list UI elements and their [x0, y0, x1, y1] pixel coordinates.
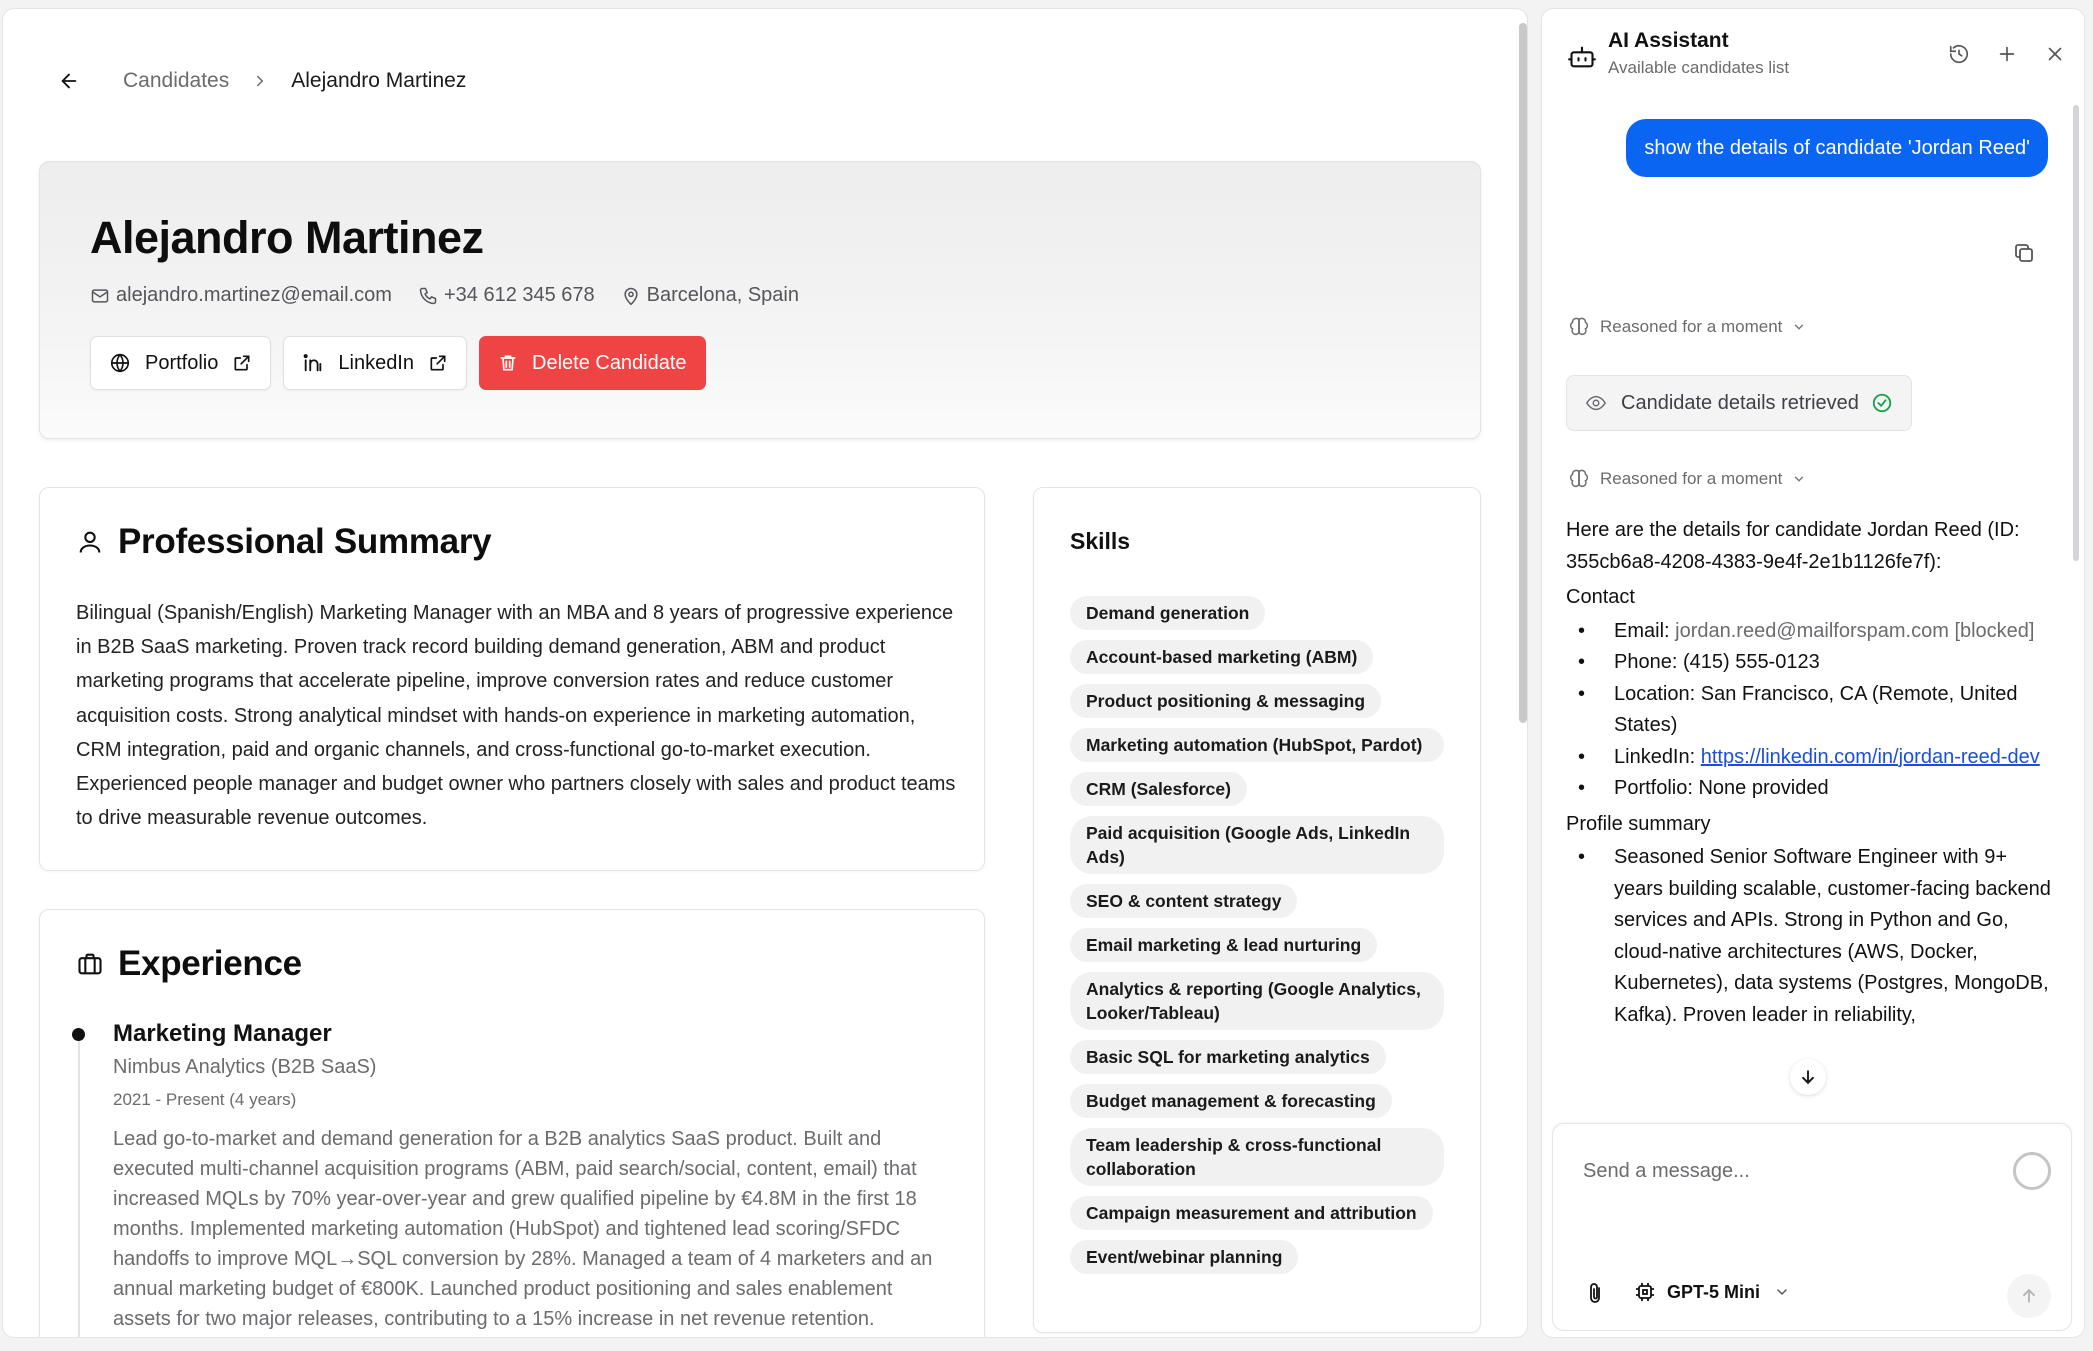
candidate-detail-panel: [2, 8, 1528, 1338]
arrow-down-icon: [1798, 1067, 1818, 1087]
assistant-title: AI Assistant: [1608, 29, 1729, 52]
check-circle-icon: [1871, 392, 1893, 414]
professional-summary-card: [39, 487, 985, 871]
contact-email-item: [1566, 616, 2056, 648]
experience-dates: 2021 - Present (4 years): [113, 1090, 297, 1109]
chevron-down-icon: [1774, 1284, 1790, 1300]
skill-tag: Account-based marketing (ABM): [1070, 640, 1373, 674]
phone-text: +34 612 345 678: [443, 284, 595, 306]
phone-icon: [418, 286, 438, 306]
email-label: Email:: [1614, 619, 1670, 642]
skills-title: Skills: [1070, 528, 1131, 554]
linkedin-link[interactable]: https://linkedin.com/in/jordan-reed-dev: [1700, 745, 2040, 768]
skill-tag: Paid acquisition (Google Ads, LinkedIn Ads): [1070, 816, 1444, 874]
arrow-up-icon: [2019, 1286, 2039, 1306]
contact-location: [621, 284, 799, 307]
skill-tag: Basic SQL for marketing analytics: [1070, 1040, 1386, 1074]
contact-list: [1566, 616, 2056, 805]
timeline-line: [78, 1035, 80, 1338]
history-icon[interactable]: [1948, 43, 1970, 65]
linkedin-label: LinkedIn:: [1614, 745, 1696, 768]
linkedin-label: LinkedIn: [338, 351, 414, 374]
reasoning-toggle-2[interactable]: [1568, 468, 1806, 490]
skills-card: [1033, 487, 1481, 1333]
contact-email: [90, 284, 392, 307]
ai-assistant-panel: [1541, 8, 2085, 1338]
breadcrumb: [55, 67, 466, 95]
assistant-subtitle: Available candidates list: [1608, 58, 1790, 77]
cpu-icon: [1633, 1280, 1657, 1304]
experience-heading: [76, 944, 302, 984]
assistant-reply: [1566, 515, 2056, 1035]
external-link-icon: [428, 353, 448, 373]
user-icon: [76, 528, 104, 556]
user-message: show the details of candidate 'Jordan Reed': [1626, 119, 2048, 177]
contact-phone-item: • Phone: (415) 555-0123: [1566, 647, 2056, 679]
experience-company: Nimbus Analytics (B2B SaaS): [113, 1056, 377, 1078]
bot-icon: [1568, 43, 1596, 76]
main-scrollbar[interactable]: [1519, 23, 1527, 723]
model-label: GPT-5 Mini: [1667, 1281, 1761, 1302]
skill-tag: Marketing automation (HubSpot, Pardot): [1070, 728, 1444, 762]
timeline-dot: [72, 1028, 85, 1041]
assistant-header-actions: [1948, 43, 2066, 65]
profile-summary-item: • Seasoned Senior Software Engineer with 9+ years building scalable, customer-facing backend services and APIs. Strong in Python and Go, cloud-native architectures (AWS, Docker, Kubernetes), data systems (Postgres, MongoDB, Kafka). Proven leader in reliability,: [1566, 842, 2056, 1031]
external-link-icon: [232, 353, 252, 373]
summary-title: Professional Summary: [118, 522, 492, 561]
reply-intro: Here are the details for candidate Jordan Reed (ID: 355cb6a8-4208-4383-9e4f-2e1b1126fe7f):: [1566, 519, 2020, 573]
linkedin-icon: [302, 352, 324, 374]
skill-tag: Budget management & forecasting: [1070, 1084, 1392, 1118]
brain-icon: [1568, 316, 1590, 338]
skill-tag: Event/webinar planning: [1070, 1240, 1298, 1274]
skill-tag: SEO & content strategy: [1070, 884, 1297, 918]
tool-result-pill[interactable]: [1566, 375, 1912, 431]
eye-icon: [1585, 392, 1607, 414]
skill-tag: Team leadership & cross-functional collaboration: [1070, 1128, 1444, 1186]
delete-label: Delete Candidate: [532, 351, 687, 374]
new-chat-icon[interactable]: [1996, 43, 2018, 65]
experience-title: Experience: [118, 944, 302, 983]
trash-icon: [498, 353, 518, 373]
candidate-header-card: [39, 161, 1481, 439]
linkedin-button[interactable]: [283, 336, 467, 390]
model-selector[interactable]: [1633, 1280, 1790, 1304]
contact-phone: [418, 284, 595, 307]
email-text: alejandro.martinez@email.com: [116, 284, 392, 306]
summary-text: Bilingual (Spanish/English) Marketing Manager with an MBA and 8 years of progressive experience in B2B SaaS marketing. Proven track record building demand generation, ABM and product marketing programs that accelerate pipeline, improve conversion rates and reduce customer acquisition costs. Strong analytical mindset with hands-on experience in marketing automation, CRM integration, paid and organic channels, and cross-functional go-to-market execution. Experienced people manager and budget owner who partners closely with sales and product teams to drive measurable revenue outcomes.: [76, 602, 956, 830]
portfolio-label: Portfolio: [145, 351, 219, 374]
skill-tag: Campaign measurement and attribution: [1070, 1196, 1433, 1230]
skill-tag: Product positioning & messaging: [1070, 684, 1381, 718]
loading-spinner: [2013, 1152, 2051, 1190]
skill-tag: Email marketing & lead nurturing: [1070, 928, 1377, 962]
breadcrumb-current: Alejandro Martinez: [291, 69, 467, 92]
location-text: Barcelona, Spain: [646, 284, 799, 306]
reasoning-label-2: Reasoned for a moment: [1600, 469, 1783, 488]
reply-contact-heading: Contact: [1566, 586, 1635, 608]
brain-icon: [1568, 468, 1590, 490]
copy-icon[interactable]: [2012, 241, 2036, 270]
assistant-header: [1542, 9, 2084, 97]
contact-portfolio-item: • Portfolio: None provided: [1566, 773, 2056, 805]
back-arrow-icon[interactable]: [55, 67, 83, 95]
chevron-down-icon: [1792, 472, 1806, 486]
chevron-right-icon: [251, 72, 269, 90]
summary-heading: [76, 522, 491, 562]
contact-location-item: • Location: San Francisco, CA (Remote, United States): [1566, 679, 2056, 742]
reply-profile-heading: Profile summary: [1566, 812, 1711, 835]
skill-tag: Analytics & reporting (Google Analytics, Looker/Tableau): [1070, 972, 1444, 1030]
portfolio-button[interactable]: [90, 336, 271, 390]
message-input[interactable]: [1583, 1160, 2003, 1183]
globe-icon: [109, 352, 131, 374]
message-composer: [1552, 1123, 2072, 1331]
contact-linkedin-item: [1566, 742, 2056, 774]
briefcase-icon: [76, 950, 104, 978]
experience-role: Marketing Manager: [113, 1020, 332, 1047]
skill-tag: CRM (Salesforce): [1070, 772, 1247, 806]
skills-list: [1070, 596, 1460, 1274]
paperclip-icon[interactable]: [1583, 1282, 1607, 1311]
assistant-scrollbar[interactable]: [2073, 105, 2079, 561]
mail-icon: [90, 286, 110, 306]
candidate-actions: [90, 336, 706, 390]
send-button[interactable]: [2007, 1274, 2051, 1318]
profile-list: [1566, 842, 2056, 1031]
close-icon[interactable]: [2044, 43, 2066, 65]
experience-card: [39, 909, 985, 1338]
tool-result-label: Candidate details retrieved: [1621, 391, 1859, 414]
contact-row: [90, 284, 825, 307]
delete-candidate-button[interactable]: [479, 336, 706, 390]
skill-tag: Demand generation: [1070, 596, 1265, 630]
breadcrumb-candidates-link[interactable]: Candidates: [123, 69, 230, 92]
candidate-name: Alejandro Martinez: [90, 212, 484, 263]
experience-description: Lead go-to-market and demand generation for a B2B analytics SaaS product. Built and executed multi-channel acquisition programs (ABM, paid search/social, content, email) that increased MQLs by 70% year-over-year and grew qualified pipeline by €4.8M in the first 18 months. Implemented marketing automation (HubSpot) and tightened lead scoring/SFDC handoffs to improve MQL→SQL conversion by 28%. Managed a team of 4 marketers and an annual marketing budget of €800K. Launched product positioning and sales enablement assets for two major releases, contributing to a 15% increase in net revenue retention.: [113, 1128, 933, 1330]
reasoning-toggle-1[interactable]: [1568, 316, 1806, 338]
email-value: jordan.reed@mailforspam.com [blocked]: [1675, 619, 2035, 642]
chevron-down-icon: [1792, 320, 1806, 334]
map-pin-icon: [621, 286, 641, 306]
scroll-to-bottom-button[interactable]: [1790, 1059, 1826, 1095]
reasoning-label-1: Reasoned for a moment: [1600, 317, 1783, 336]
